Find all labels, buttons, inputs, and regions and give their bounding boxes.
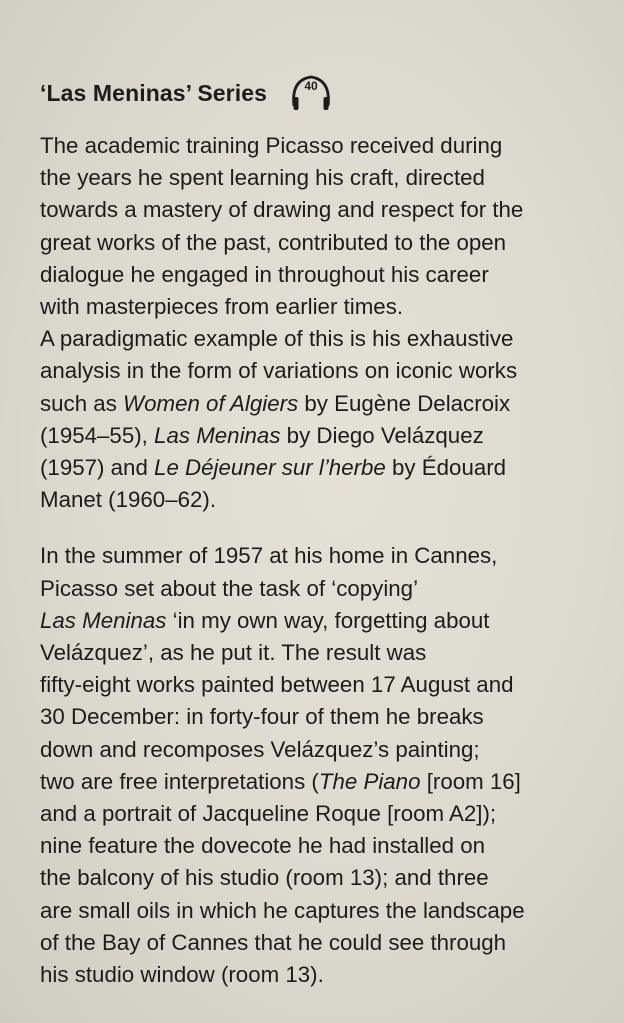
text-run: fifty-eight works painted between 17 August and	[40, 672, 514, 698]
text-run: A paradigmatic example of this is his exhaustive	[40, 326, 514, 352]
audio-guide-badge	[287, 70, 335, 116]
text-run: great works of the past, contributed to the open	[40, 229, 507, 255]
text-run: (1954–55),	[40, 422, 155, 448]
text-line	[40, 605, 610, 637]
text-run: with masterpieces from earlier times.	[40, 294, 404, 320]
italic-title: Las Meninas	[40, 607, 167, 633]
italic-title: The Piano	[318, 768, 421, 794]
text-run: 30 December: in forty-four of them he breaks	[40, 704, 484, 730]
paragraph-2	[40, 540, 610, 991]
text-run: Manet (1960–62).	[40, 487, 217, 513]
text-run: analysis in the form of variations on iconic works	[40, 358, 518, 384]
text-line	[40, 862, 610, 894]
text-run: The academic training Picasso received during	[40, 133, 503, 158]
italic-title: Le Déjeuner sur l’herbe	[154, 455, 386, 481]
text-run: nine feature the dovecote he had installed on	[40, 833, 486, 859]
text-line	[40, 637, 610, 669]
text-run: down and recomposes Velázquez’s painting;	[40, 736, 480, 762]
text-line	[40, 452, 610, 484]
text-run: In the summer of 1957 at his home in Cannes,	[40, 543, 498, 569]
text-run: are small oils in which he captures the landscape	[40, 897, 525, 923]
text-line	[40, 194, 610, 226]
text-run: his studio window (room 13).	[40, 962, 324, 988]
text-line	[40, 484, 610, 516]
text-line	[40, 734, 610, 766]
audio-guide-number: 40	[304, 79, 318, 93]
text-line	[40, 291, 610, 323]
label-body	[40, 130, 610, 991]
text-run: towards a mastery of drawing and respect for the	[40, 197, 524, 223]
text-run: ‘in my own way, forgetting about	[166, 607, 490, 633]
text-run: Velázquez’, as he put it. The result was	[40, 640, 427, 666]
text-line	[40, 895, 610, 927]
text-run: by Diego Velázquez	[280, 422, 484, 448]
text-line	[40, 927, 610, 959]
text-line	[40, 701, 610, 733]
text-line	[40, 540, 610, 572]
text-line	[40, 420, 610, 452]
text-run: of the Bay of Cannes that he could see through	[40, 929, 507, 955]
text-line	[40, 798, 610, 830]
text-line	[40, 323, 610, 355]
text-run: two are free interpretations (	[40, 768, 319, 794]
text-run: dialogue he engaged in throughout his career	[40, 261, 489, 287]
text-line	[40, 259, 610, 291]
text-line	[40, 130, 610, 162]
text-line	[40, 959, 610, 991]
text-run: the years he spent learning his craft, directed	[40, 165, 485, 191]
text-run: the balcony of his studio (room 13); and three	[40, 865, 489, 891]
text-run: (1957) and	[40, 455, 155, 481]
text-run: by Édouard	[385, 455, 507, 481]
text-line	[40, 830, 610, 862]
text-line	[40, 388, 610, 420]
label-title: ‘Las Meninas’ Series	[40, 79, 268, 106]
italic-title: Women of Algiers	[123, 390, 299, 416]
italic-title: Las Meninas	[154, 422, 281, 448]
paragraph-1	[40, 130, 610, 516]
text-run: [room 16]	[420, 768, 521, 794]
title-row	[40, 70, 335, 116]
text-run: and a portrait of Jacqueline Roque [room A2]);	[40, 801, 497, 827]
text-run: such as	[40, 390, 124, 416]
text-line	[40, 573, 610, 605]
text-line	[40, 162, 610, 194]
text-line	[40, 669, 610, 701]
text-line	[40, 355, 610, 387]
text-run: by Eugène Delacroix	[298, 390, 511, 416]
text-line	[40, 766, 610, 798]
text-line	[40, 227, 610, 259]
text-run: Picasso set about the task of ‘copying’	[40, 575, 419, 601]
